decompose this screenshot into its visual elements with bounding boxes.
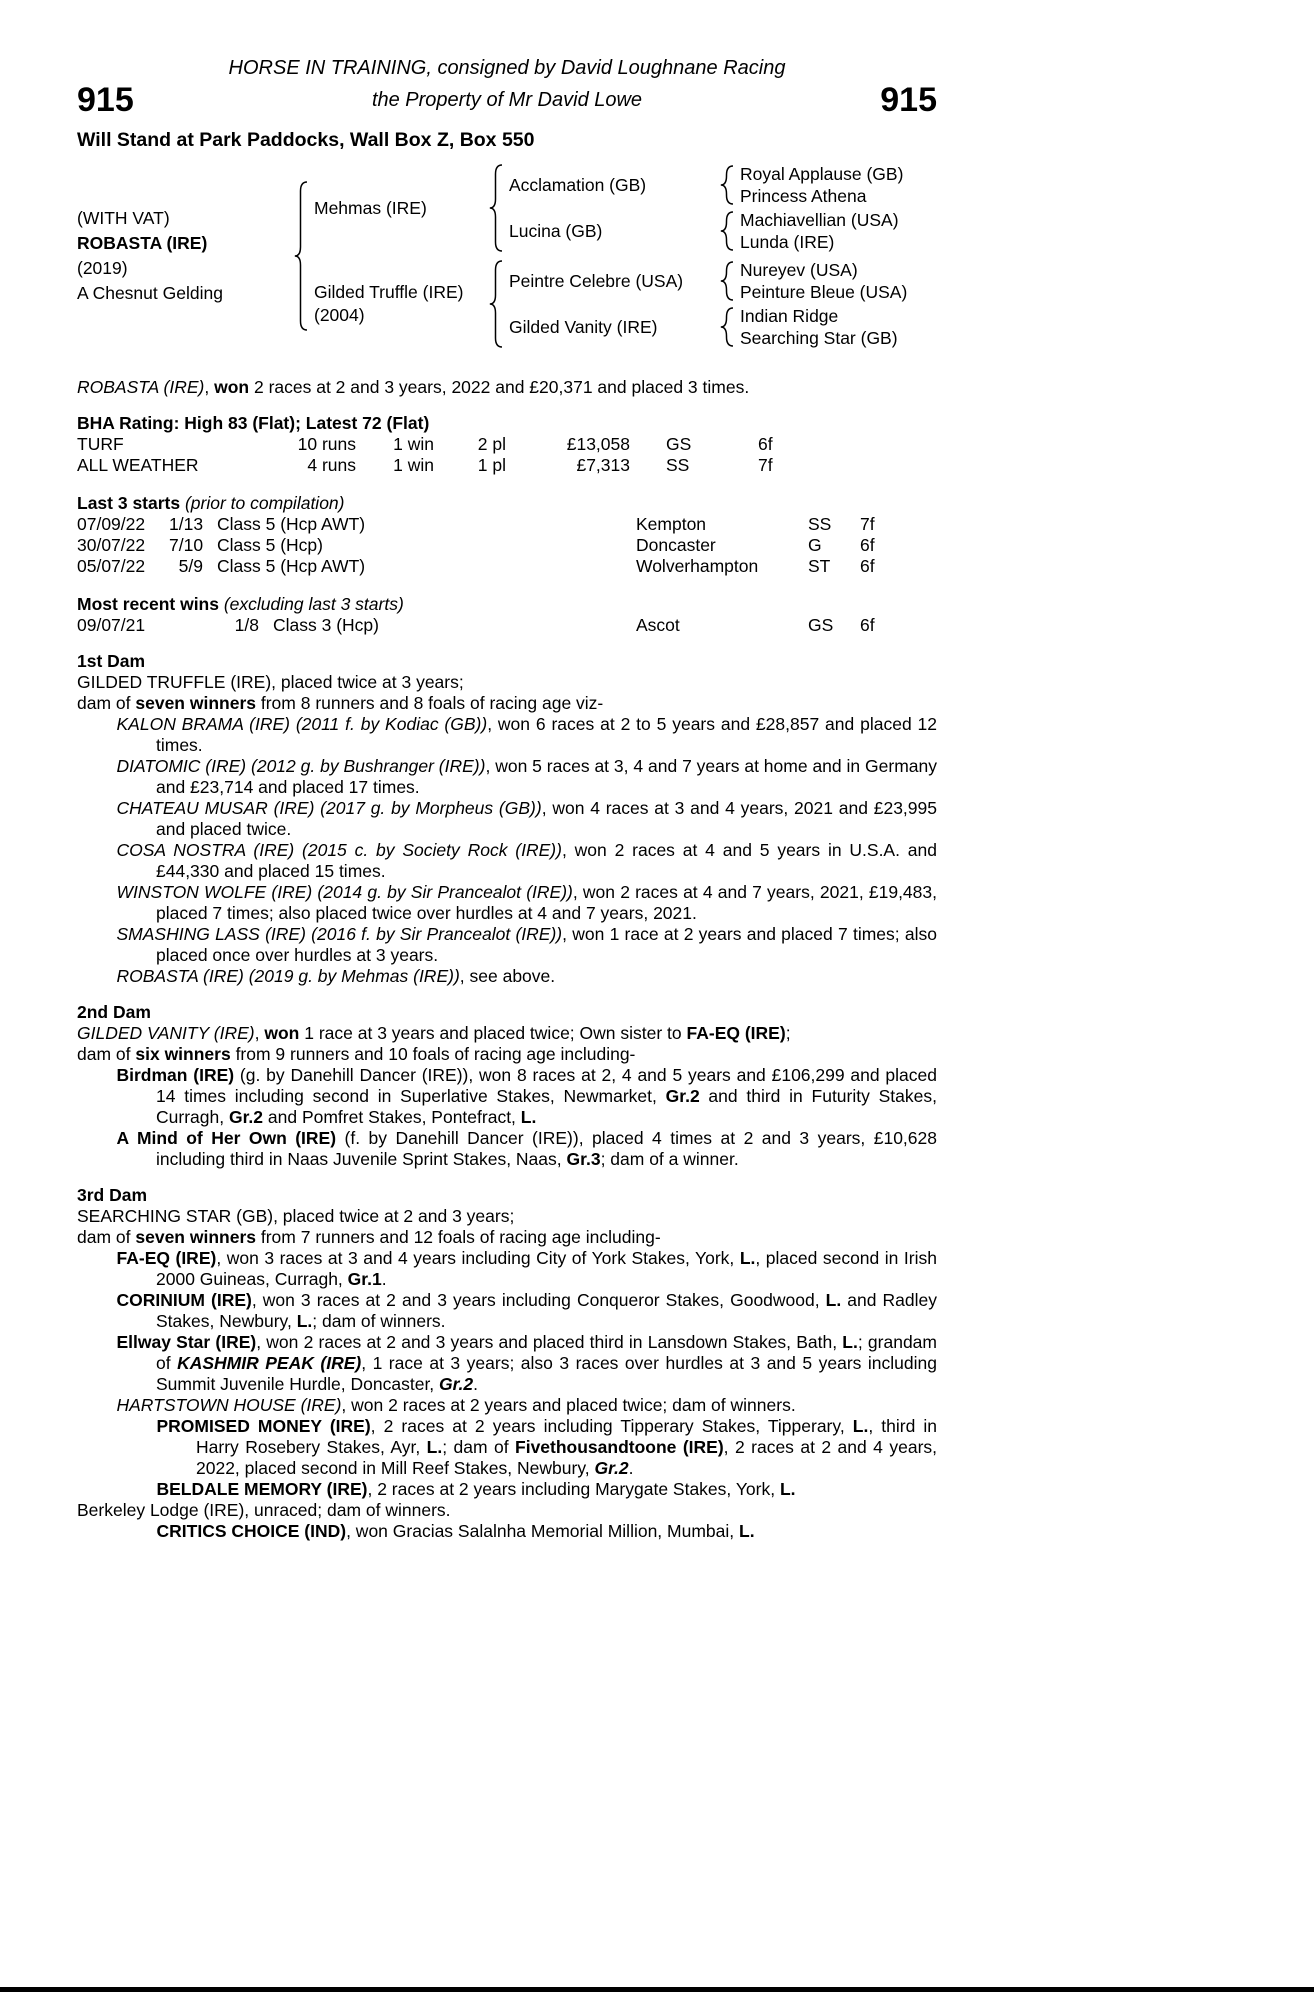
start-course: Doncaster — [636, 535, 716, 555]
start-position: 1/13 — [169, 514, 204, 534]
record-runs: 4 runs — [307, 455, 356, 475]
start-race: Class 5 (Hcp AWT) — [217, 556, 366, 576]
win-date: 09/07/21 — [77, 615, 146, 635]
dam-sire-branch — [509, 259, 937, 303]
offspring-entry: CHATEAU MUSAR (IRE) (2017 g. by Morpheus (GB)), won 4 races at 3 and 4 years, 2021 and £23,995 and placed twice. — [116, 798, 937, 839]
last-starts-title: Last 3 starts — [77, 493, 181, 513]
dam-sire-name: Peintre Celebre (USA) — [509, 270, 684, 291]
win-race: Class 3 (Hcp) — [273, 615, 379, 635]
start-distance: 6f — [860, 556, 875, 576]
great-grandparent-pair — [740, 209, 937, 253]
offspring-entry: ROBASTA (IRE) (2019 g. by Mehmas (IRE)), see above. — [116, 966, 556, 986]
recent-wins-note: (excluding last 3 starts) — [223, 594, 404, 614]
start-race: Class 5 (Hcp AWT) — [217, 514, 366, 534]
great-grandsire-name: Royal Applause (GB) — [740, 164, 904, 184]
record-runs: 10 runs — [297, 434, 356, 454]
last-starts-section — [77, 493, 937, 577]
start-row — [77, 535, 937, 556]
dam-line: GILDED TRUFFLE (IRE), placed twice at 3 years; — [77, 672, 464, 692]
start-row — [77, 556, 937, 577]
recent-wins-heading — [77, 594, 937, 615]
sire-sire-branch — [509, 163, 937, 207]
record-surface: TURF — [77, 434, 124, 454]
dam-line: dam of seven winners from 7 runners and 12 foals of racing age including- — [77, 1227, 661, 1247]
page-bottom-rule — [0, 1987, 1314, 1992]
first-dam-section — [77, 651, 937, 987]
horse-name: ROBASTA (IRE) — [77, 233, 208, 253]
pedigree-brace-sire — [489, 164, 504, 252]
win-position: 1/8 — [234, 615, 259, 635]
pedigree-brace-small — [720, 307, 735, 347]
win-distance: 6f — [860, 615, 875, 635]
start-going: SS — [808, 514, 832, 534]
pedigree-brace-main — [294, 181, 309, 331]
record-row-all-weather — [77, 455, 937, 476]
start-date: 07/09/22 — [77, 514, 146, 534]
offspring-entry: COSA NOSTRA (IRE) (2015 c. by Society Rock (IRE)), won 2 races at 4 and 5 years in U.S.A. and £44,330 and placed 15 times. — [116, 840, 937, 881]
record-earnings: £13,058 — [566, 434, 630, 454]
page-header — [77, 56, 937, 151]
record-wins: 1 win — [393, 455, 434, 475]
start-course: Kempton — [636, 514, 707, 534]
dam-year: (2004) — [314, 305, 365, 325]
dam-dam-name: Gilded Vanity (IRE) — [509, 316, 658, 337]
great-grandparent-pair — [740, 305, 937, 349]
start-date: 05/07/22 — [77, 556, 146, 576]
pedigree-brace-dam — [489, 260, 504, 348]
spacer — [630, 455, 666, 476]
record-surface: ALL WEATHER — [77, 455, 199, 475]
consignor-line: HORSE IN TRAINING, consigned by David Loughnane Racing — [228, 57, 786, 79]
third-dam-heading: 3rd Dam — [77, 1185, 148, 1205]
start-row — [77, 514, 937, 535]
second-dam-heading: 2nd Dam — [77, 1002, 151, 1022]
last-starts-heading — [77, 493, 937, 514]
win-going: GS — [808, 615, 834, 635]
great-granddam-name: Searching Star (GB) — [740, 328, 898, 348]
offspring-entry: DIATOMIC (IRE) (2012 g. by Bushranger (IRE)), won 5 races at 3, 4 and 7 years at home and in Germany and £23,714 and placed 17 times. — [116, 756, 937, 797]
record-places: 2 pl — [477, 434, 506, 454]
race-record — [77, 413, 937, 476]
sire-dam-branch — [509, 209, 937, 253]
lot-row — [77, 82, 937, 118]
dam-dam-branch — [509, 305, 937, 349]
recent-wins-title: Most recent wins — [77, 594, 219, 614]
dam-line: GILDED VANITY (IRE), won 1 race at 3 years and placed twice; Own sister to FA-EQ (IRE); — [77, 1023, 791, 1043]
offspring-entry: FA-EQ (IRE), won 3 races at 3 and 4 years including City of York Stakes, York, L., placed second in Irish 2000 Guineas, Curragh, Gr.1. — [116, 1248, 937, 1289]
third-dam-section — [77, 1185, 937, 1542]
second-dam-section — [77, 1002, 937, 1170]
pedigree-brace-small — [720, 211, 735, 251]
great-granddam-name: Princess Athena — [740, 186, 867, 206]
record-earnings: £7,313 — [576, 455, 630, 475]
property-line: the Property of Mr David Lowe — [371, 88, 643, 111]
lot-number-right: 915 — [880, 81, 937, 119]
dam-line: dam of seven winners from 8 runners and 8 foals of racing age viz- — [77, 693, 604, 713]
great-grandsire-name: Machiavellian (USA) — [740, 210, 899, 230]
start-date: 30/07/22 — [77, 535, 146, 555]
great-grandparent-pair — [740, 259, 937, 303]
offspring-entry: Berkeley Lodge (IRE), unraced; dam of winners. — [77, 1500, 451, 1520]
page-content — [77, 0, 937, 1542]
pedigree-subject — [77, 206, 289, 306]
win-course: Ascot — [636, 615, 680, 635]
offspring-entry: SMASHING LASS (IRE) (2016 f. by Sir Prancealot (IRE)), won 1 race at 2 years and placed 7 times; also placed once over hurdles at 3 years. — [116, 924, 937, 965]
sire-grandparents — [509, 163, 937, 253]
offspring-entry: A Mind of Her Own (IRE) (f. by Danehill Dancer (IRE)), placed 4 times at 2 and 3 years, £10,628 including third in Naas Juvenile Sprint Stakes, Naas, Gr.3; dam of a winner. — [116, 1128, 937, 1169]
start-position: 5/9 — [178, 556, 203, 576]
spacer — [630, 434, 666, 455]
stand-location-line: Will Stand at Park Paddocks, Wall Box Z, Box 550 — [77, 129, 535, 151]
recent-wins-section — [77, 594, 937, 636]
start-going: ST — [808, 556, 831, 576]
dam-line: dam of six winners from 9 runners and 10 foals of racing age including- — [77, 1044, 636, 1064]
pedigree-parents — [314, 163, 937, 349]
great-grandsire-name: Indian Ridge — [740, 306, 839, 326]
record-wins: 1 win — [393, 434, 434, 454]
sire-sire-name: Acclamation (GB) — [509, 174, 647, 195]
dam-name-block — [314, 281, 484, 327]
dam-line: SEARCHING STAR (GB), placed twice at 2 and 3 years; — [77, 1206, 515, 1226]
offspring-entry: HARTSTOWN HOUSE (IRE), won 2 races at 2 years and placed twice; dam of winners. — [116, 1395, 796, 1415]
pedigree-brace-small — [720, 165, 735, 205]
record-going: GS — [666, 434, 692, 454]
start-position: 7/10 — [169, 535, 204, 555]
sire-name: Mehmas (IRE) — [314, 197, 427, 218]
offspring-entry: Birdman (IRE) (g. by Danehill Dancer (IRE)), won 8 races at 2, 4 and 5 years and £106,299 and placed 14 times including second in Superlative Stakes, Newmarket, Gr.2 and third in Futurity Stakes, Curragh, Gr.2 and Pomfret Stakes, Pontefract, L. — [116, 1065, 937, 1127]
lot-number-left: 915 — [77, 81, 134, 119]
record-distance: 7f — [758, 455, 773, 475]
sire-branch — [314, 163, 937, 253]
record-row-turf — [77, 434, 937, 455]
last-starts-note: (prior to compilation) — [184, 493, 345, 513]
start-distance: 7f — [860, 514, 875, 534]
horse-summary-line: ROBASTA (IRE), won 2 races at 2 and 3 years, 2022 and £20,371 and placed 3 times. — [77, 377, 750, 397]
great-grandparent-pair — [740, 163, 937, 207]
dam-name: Gilded Truffle (IRE) — [314, 282, 464, 302]
vat-note: (WITH VAT) — [77, 208, 170, 228]
foal-year: (2019) — [77, 258, 128, 278]
offspring-entry: CORINIUM (IRE), won 3 races at 2 and 3 years including Conqueror Stakes, Goodwood, L. and Radley Stakes, Newbury, L.; dam of winners. — [116, 1290, 937, 1331]
dam-branch — [314, 259, 937, 349]
great-granddam-name: Peinture Bleue (USA) — [740, 282, 908, 302]
dam-grandparents — [509, 259, 937, 349]
start-course: Wolverhampton — [636, 556, 759, 576]
sire-dam-name: Lucina (GB) — [509, 220, 603, 241]
great-grandsire-name: Nureyev (USA) — [740, 260, 858, 280]
record-going: SS — [666, 455, 690, 475]
offspring-entry: PROMISED MONEY (IRE), 2 races at 2 years including Tipperary Stakes, Tipperary, L., third in Harry Rosebery Stakes, Ayr, L.; dam of Fivethousandtoone (IRE), 2 races at 2 and 4 years, 2022, placed second in Mill Reef Stakes, Newbury, Gr.2. — [156, 1416, 938, 1478]
offspring-entry: BELDALE MEMORY (IRE), 2 races at 2 years including Marygate Stakes, York, L. — [156, 1479, 796, 1499]
win-row — [77, 615, 937, 636]
horse-description: A Chesnut Gelding — [77, 283, 223, 303]
offspring-entry: WINSTON WOLFE (IRE) (2014 g. by Sir Prancealot (IRE)), won 2 races at 4 and 7 years, 2021, £19,483, placed 7 times; also placed twice over hurdles at 4 and 7 years, 2021. — [116, 882, 937, 923]
great-granddam-name: Lunda (IRE) — [740, 232, 835, 252]
pedigree-tree — [77, 163, 937, 349]
offspring-entry: Ellway Star (IRE), won 2 races at 2 and 3 years and placed third in Lansdown Stakes, Bath, L.; grandam of KASHMIR PEAK (IRE), 1 race at 3 years; also 3 races over hurdles at 3 and 5 years including Summit Juvenile Hurdle, Doncaster, Gr.2. — [116, 1332, 937, 1394]
record-distance: 6f — [758, 434, 773, 454]
bha-rating-line: BHA Rating: High 83 (Flat); Latest 72 (Flat) — [77, 413, 430, 433]
first-dam-heading: 1st Dam — [77, 651, 146, 671]
start-race: Class 5 (Hcp) — [217, 535, 323, 555]
offspring-entry: CRITICS CHOICE (IND), won Gracias Salalnha Memorial Million, Mumbai, L. — [156, 1521, 755, 1541]
record-places: 1 pl — [477, 455, 506, 475]
start-going: G — [808, 535, 822, 555]
pedigree-brace-small — [720, 261, 735, 301]
offspring-entry: KALON BRAMA (IRE) (2011 f. by Kodiac (GB)), won 6 races at 2 to 5 years and £28,857 and placed 12 times. — [116, 714, 937, 755]
start-distance: 6f — [860, 535, 875, 555]
